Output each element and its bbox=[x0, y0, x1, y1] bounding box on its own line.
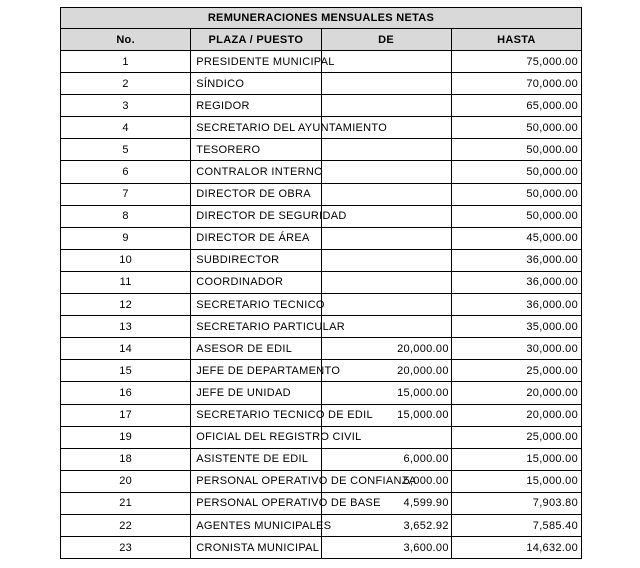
cell-plaza: DIRECTOR DE ÁREA bbox=[191, 227, 321, 249]
cell-hasta: 50,000.00 bbox=[451, 183, 581, 205]
table-row bbox=[61, 249, 582, 271]
cell-hasta: 65,000.00 bbox=[451, 95, 581, 117]
table-body bbox=[61, 51, 582, 559]
table-row bbox=[61, 271, 582, 293]
header-hasta: HASTA bbox=[451, 29, 581, 51]
cell-de bbox=[321, 95, 451, 117]
cell-no: 16 bbox=[61, 382, 191, 404]
cell-no: 15 bbox=[61, 360, 191, 382]
table-row bbox=[61, 514, 582, 536]
cell-de bbox=[321, 183, 451, 205]
table-title: REMUNERACIONES MENSUALES NETAS bbox=[61, 8, 582, 29]
salary-table bbox=[60, 7, 582, 559]
cell-no: 9 bbox=[61, 227, 191, 249]
table-row bbox=[61, 73, 582, 95]
cell-hasta: 7,903.80 bbox=[451, 492, 581, 514]
cell-hasta: 70,000.00 bbox=[451, 73, 581, 95]
cell-plaza: OFICIAL DEL REGISTRO CIVIL bbox=[191, 426, 321, 448]
header-plaza: PLAZA / PUESTO bbox=[191, 29, 321, 51]
table-row bbox=[61, 448, 582, 470]
cell-de: 6,000.00 bbox=[321, 448, 451, 470]
cell-plaza: SECRETARIO PARTICULAR bbox=[191, 316, 321, 338]
cell-plaza: COORDINADOR bbox=[191, 271, 321, 293]
table-row bbox=[61, 139, 582, 161]
cell-de bbox=[321, 249, 451, 271]
cell-no: 21 bbox=[61, 492, 191, 514]
cell-de: 3,652.92 bbox=[321, 514, 451, 536]
cell-de bbox=[321, 139, 451, 161]
cell-hasta: 50,000.00 bbox=[451, 205, 581, 227]
cell-plaza: PERSONAL OPERATIVO DE BASE bbox=[191, 492, 321, 514]
cell-no: 7 bbox=[61, 183, 191, 205]
cell-no: 17 bbox=[61, 404, 191, 426]
cell-no: 11 bbox=[61, 271, 191, 293]
cell-hasta: 20,000.00 bbox=[451, 404, 581, 426]
cell-de: 4,599.90 bbox=[321, 492, 451, 514]
cell-plaza: PRESIDENTE MUNICIPAL bbox=[191, 51, 321, 73]
cell-no: 4 bbox=[61, 117, 191, 139]
cell-no: 13 bbox=[61, 316, 191, 338]
cell-plaza: ASISTENTE DE EDIL bbox=[191, 448, 321, 470]
cell-de: 15,000.00 bbox=[321, 382, 451, 404]
cell-hasta: 7,585.40 bbox=[451, 514, 581, 536]
cell-hasta: 35,000.00 bbox=[451, 316, 581, 338]
cell-plaza: SECRETARIO TECNICO DE EDIL bbox=[191, 404, 321, 426]
cell-hasta: 36,000.00 bbox=[451, 249, 581, 271]
cell-no: 1 bbox=[61, 51, 191, 73]
table-header-row bbox=[61, 29, 582, 51]
cell-plaza: DIRECTOR DE SEGURIDAD bbox=[191, 205, 321, 227]
cell-no: 10 bbox=[61, 249, 191, 271]
cell-no: 12 bbox=[61, 294, 191, 316]
cell-no: 6 bbox=[61, 161, 191, 183]
table-row bbox=[61, 470, 582, 492]
cell-plaza: DIRECTOR DE OBRA bbox=[191, 183, 321, 205]
table-row bbox=[61, 205, 582, 227]
table-row bbox=[61, 316, 582, 338]
cell-de bbox=[321, 73, 451, 95]
cell-no: 22 bbox=[61, 514, 191, 536]
cell-plaza: CONTRALOR INTERNO bbox=[191, 161, 321, 183]
cell-plaza: CRONISTA MUNICIPAL bbox=[191, 537, 321, 559]
cell-no: 2 bbox=[61, 73, 191, 95]
cell-plaza: SECRETARIO DEL AYUNTAMIENTO bbox=[191, 117, 321, 139]
table-row bbox=[61, 294, 582, 316]
cell-hasta: 75,000.00 bbox=[451, 51, 581, 73]
cell-de bbox=[321, 294, 451, 316]
cell-hasta: 36,000.00 bbox=[451, 271, 581, 293]
cell-hasta: 25,000.00 bbox=[451, 360, 581, 382]
table-row bbox=[61, 51, 582, 73]
cell-no: 14 bbox=[61, 338, 191, 360]
cell-hasta: 25,000.00 bbox=[451, 426, 581, 448]
cell-no: 5 bbox=[61, 139, 191, 161]
table-row bbox=[61, 382, 582, 404]
cell-no: 19 bbox=[61, 426, 191, 448]
cell-plaza: TESORERO bbox=[191, 139, 321, 161]
table-row bbox=[61, 404, 582, 426]
table-row bbox=[61, 360, 582, 382]
table-row bbox=[61, 183, 582, 205]
cell-hasta: 45,000.00 bbox=[451, 227, 581, 249]
cell-plaza: JEFE DE UNIDAD bbox=[191, 382, 321, 404]
table-row bbox=[61, 537, 582, 559]
table-row bbox=[61, 338, 582, 360]
cell-de bbox=[321, 271, 451, 293]
cell-hasta: 50,000.00 bbox=[451, 161, 581, 183]
cell-no: 23 bbox=[61, 537, 191, 559]
table-row bbox=[61, 492, 582, 514]
cell-no: 18 bbox=[61, 448, 191, 470]
cell-no: 8 bbox=[61, 205, 191, 227]
cell-de: 20,000.00 bbox=[321, 360, 451, 382]
cell-hasta: 20,000.00 bbox=[451, 382, 581, 404]
header-no: No. bbox=[61, 29, 191, 51]
cell-plaza: PERSONAL OPERATIVO DE CONFIANZA bbox=[191, 470, 321, 492]
cell-hasta: 50,000.00 bbox=[451, 139, 581, 161]
cell-de: 5,000.00 bbox=[321, 470, 451, 492]
cell-no: 3 bbox=[61, 95, 191, 117]
table-title-row bbox=[61, 8, 582, 29]
cell-de: 20,000.00 bbox=[321, 338, 451, 360]
cell-no: 20 bbox=[61, 470, 191, 492]
cell-hasta: 30,000.00 bbox=[451, 338, 581, 360]
cell-de bbox=[321, 51, 451, 73]
cell-plaza: JEFE DE DEPARTAMENTO bbox=[191, 360, 321, 382]
table-row bbox=[61, 227, 582, 249]
cell-de: 15,000.00 bbox=[321, 404, 451, 426]
cell-plaza: ASESOR DE EDIL bbox=[191, 338, 321, 360]
cell-plaza: SUBDIRECTOR bbox=[191, 249, 321, 271]
cell-plaza: SECRETARIO TECNICO bbox=[191, 294, 321, 316]
cell-de bbox=[321, 161, 451, 183]
table-row bbox=[61, 117, 582, 139]
table-row bbox=[61, 426, 582, 448]
cell-plaza: SÍNDICO bbox=[191, 73, 321, 95]
cell-hasta: 14,632.00 bbox=[451, 537, 581, 559]
cell-de: 3,600.00 bbox=[321, 537, 451, 559]
cell-hasta: 15,000.00 bbox=[451, 470, 581, 492]
cell-hasta: 50,000.00 bbox=[451, 117, 581, 139]
cell-plaza: REGIDOR bbox=[191, 95, 321, 117]
cell-plaza: AGENTES MUNICIPALES bbox=[191, 514, 321, 536]
cell-hasta: 15,000.00 bbox=[451, 448, 581, 470]
table-row bbox=[61, 161, 582, 183]
header-de: DE bbox=[321, 29, 451, 51]
table-row bbox=[61, 95, 582, 117]
cell-de bbox=[321, 227, 451, 249]
cell-hasta: 36,000.00 bbox=[451, 294, 581, 316]
